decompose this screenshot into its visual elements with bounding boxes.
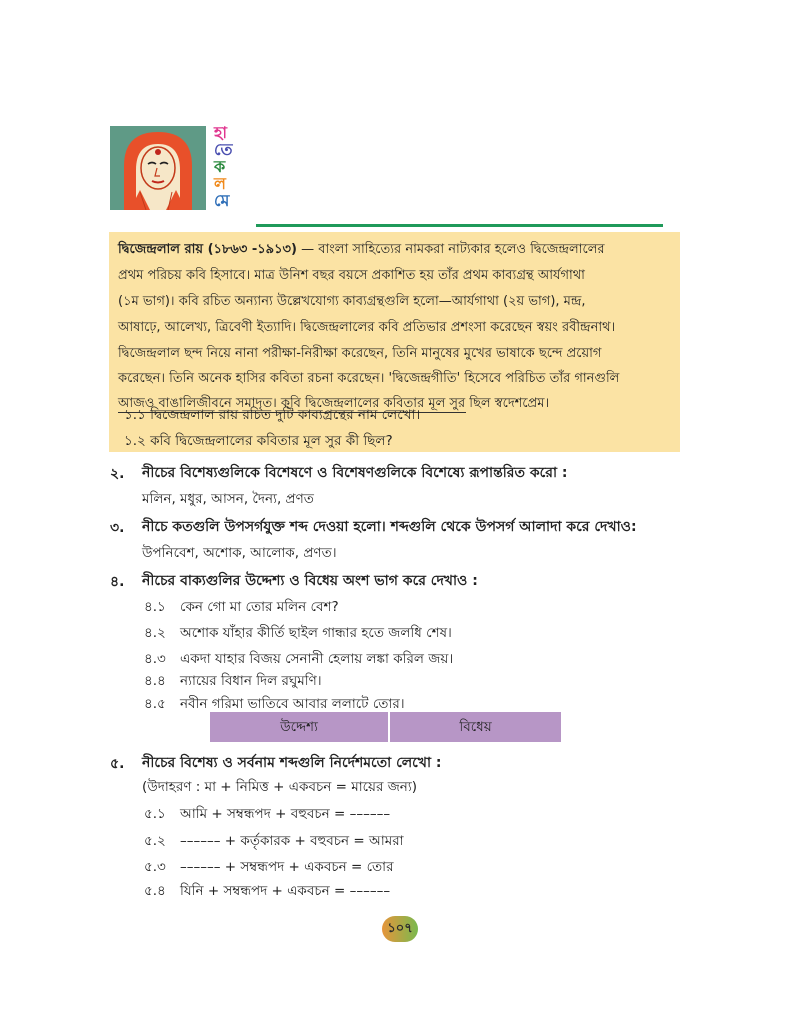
q2-heading: নীচের বিশেষ্যগুলিকে বিশেষণে ও বিশেষণগুলিকে বিশেষ্যে রূপান্তরিত করো : (142, 465, 568, 481)
info-line-2: প্রথম পরিচয় কবি হিসাবে। মাত্র উনিশ বছর বয়সে প্রকাশিত হয় তাঁর প্রথম কাব্যগ্রন্থ আর্যগাথা (118, 268, 585, 283)
q3-number: ৩. (110, 520, 125, 536)
header-divider (256, 224, 663, 227)
info-line-7-text: আজও বাঙালিজীবনে সমাদৃত। কবি দ্বিজেন্দ্রলালের কবিতার মূল সুর ছিল স্বদেশপ্রেম। (118, 396, 550, 411)
question-1-1: ১.১ দ্বিজেন্দ্রলাল রায় রচিত দুটি কাব্যগ্রন্থের নাম লেখো। (124, 407, 421, 423)
title-letter-1: হা (214, 123, 228, 142)
subject-predicate-table (210, 712, 561, 742)
q4-item-5-text: নবীন গরিমা ভাতিবে আবার ললাটে তোর। (180, 696, 405, 712)
q5-heading: নীচের বিশেষ্য ও সর্বনাম শব্দগুলি নির্দেশমতো লেখো : (142, 755, 442, 771)
q5-item-3-num: ৫.৩ (144, 859, 166, 875)
q4-item-1-num: ৪.১ (144, 599, 166, 615)
q4-item-4-text: ন্যায়ের বিধান দিল রঘুমণি। (180, 673, 322, 689)
q4-item-2-text: অশোক যাঁহার কীর্তি ছাইল গান্ধার হতে জলধি শেষ। (180, 625, 452, 641)
info-line-5: দ্বিজেন্দ্রলাল ছন্দ নিয়ে নানা পরীক্ষা-নিরীক্ষা করেছেন, তিনি মানুষের মুখের ভাষাকে ছন্দে প্রয়োগ (118, 346, 602, 361)
q4-item-1-text: কেন গো মা তোর মলিন বেশ? (180, 599, 339, 615)
info-line-1-text: — বাংলা সাহিত্যের নামকরা নাট্যকার হলেও দ্বিজেন্দ্রলালের (296, 242, 605, 257)
q5-item-1-num: ৫.১ (144, 806, 166, 822)
section-title-vertical (214, 124, 244, 209)
poet-portrait-logo (110, 126, 206, 210)
poet-name: দ্বিজেন্দ্রলাল রায় (১৮৬৩ -১৯১৩) (118, 242, 297, 257)
q5-item-2-text: –––––– + কর্তৃকারক + বহুবচন = আমরা (180, 833, 404, 849)
q5-example: (উদাহরণ : মা + নিমিত্ত + একবচন = মায়ের জন্য) (142, 779, 418, 795)
title-letter-5: মে (214, 191, 230, 210)
q3-words: উপনিবেশ, অশোক, আলোক, প্রণত। (142, 545, 337, 561)
q5-item-4-text: যিনি + সম্বন্ধপদ + একবচন = –––––– (180, 883, 391, 899)
q4-heading: নীচের বাক্যগুলির উদ্দেশ্য ও বিধেয় অংশ ভাগ করে দেখাও : (142, 573, 478, 589)
q5-number: ৫. (110, 756, 125, 772)
q4-number: ৪. (110, 574, 125, 590)
title-letter-3: ক (214, 157, 226, 176)
q4-item-3-text: একদা যাহার বিজয় সেনানী হেলায় লঙ্কা করিল জয়। (180, 651, 454, 667)
question-1-2: ১.২ কবি দ্বিজেন্দ্রলালের কবিতার মূল সুর কী ছিল? (124, 433, 393, 449)
info-line-4: আষাঢ়ে, আলেখ্য, ত্রিবেণী ইত্যাদি। দ্বিজেন্দ্রলালের কবি প্রতিভার প্রশংসা করেছেন স্বয়ং রবীন্দ্রনাথ। (118, 320, 616, 335)
page-number: ১০৭ (382, 916, 418, 942)
table-header-predicate: বিধেয় (459, 719, 492, 735)
info-line-1 (118, 240, 678, 261)
table-header-subject: উদ্দেশ্য (210, 712, 390, 742)
q5-item-3-text: –––––– + সম্বন্ধপদ + একবচন = তোর (180, 859, 394, 875)
info-line-6: করেছেন। তিনি অনেক হাসির কবিতা রচনা করেছেন। 'দ্বিজেন্দ্রগীতি' হিসেবে পরিচিত তাঁর গানগুলি (118, 371, 620, 386)
q4-item-3-num: ৪.৩ (144, 651, 166, 667)
q3-heading: নীচে কতগুলি উপসর্গযুক্ত শব্দ দেওয়া হলো। শব্দগুলি থেকে উপসর্গ আলাদা করে দেখাও: (142, 519, 637, 535)
title-letter-4: ল (214, 174, 226, 193)
info-line-3: (১ম ভাগ)। কবি রচিত অন্যান্য উল্লেখযোগ্য কাব্যগ্রন্থগুলি হলো—আর্যগাথা (২য় ভাগ), মন্দ্র, (118, 294, 586, 309)
q5-item-1-text: আমি + সম্বন্ধপদ + বহুবচন = –––––– (180, 806, 391, 822)
q4-item-2-num: ৪.২ (144, 625, 166, 641)
q5-item-4-num: ৫.৪ (144, 883, 166, 899)
q2-words: মলিন, মধুর, আসন, দৈন্য, প্রণত (142, 491, 314, 507)
q4-item-5-num: ৪.৫ (144, 696, 166, 712)
portrait-illustration (110, 126, 206, 210)
q4-item-4-num: ৪.৪ (144, 673, 166, 689)
q2-number: ২. (110, 466, 125, 482)
title-letter-2: তে (214, 140, 233, 159)
q5-item-2-num: ৫.২ (144, 833, 166, 849)
